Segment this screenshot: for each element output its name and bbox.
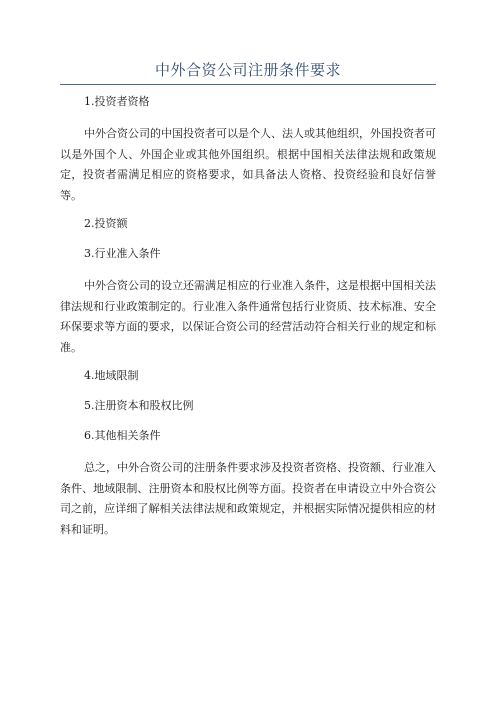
paragraph-investor-qualification: 中外合资公司的中国投资者可以是个人、法人或其他组织，外国投资者可以是外国个人、外国企业或其他外国组织。根据中国相关法律法规和政策规定，投资者需满足相应的资格要求，如具备法人资格、投资经验和良好信誉等。 xyxy=(60,127,436,202)
section-heading-investor-qualification: 1.投资者资格 xyxy=(84,95,150,108)
section-heading-capital-and-equity: 5.注册资本和股权比例 xyxy=(84,399,194,412)
paragraph-industry-access: 中外合资公司的设立还需满足相应的行业准入条件，这是根据中国相关法律法规和行业政策制定的。行业准入条件通常包括行业资质、技术标准、安全环保要求等方面的要求，以保证合资公司的经营活动符合相关行业的规定和标准。 xyxy=(60,279,436,354)
document-title: 中外合资公司注册条件要求 xyxy=(154,61,341,79)
section-heading-other-conditions: 6.其他相关条件 xyxy=(84,429,161,442)
paragraph-conclusion: 总之，中外合资公司的注册条件要求涉及投资者资格、投资额、行业准入条件、地域限制、注册资本和股权比例等方面。投资者在申请设立中外合资公司之前，应详细了解相关法律法规和政策规定，并根据实际情况提供相应的材料和证明。 xyxy=(60,461,436,536)
section-heading-regional-restrictions: 4.地域限制 xyxy=(84,369,139,382)
section-heading-investment-amount: 2.投资额 xyxy=(84,217,128,230)
section-heading-industry-access: 3.行业准入条件 xyxy=(84,247,161,260)
document-body xyxy=(60,94,436,550)
title-underline xyxy=(60,84,436,85)
